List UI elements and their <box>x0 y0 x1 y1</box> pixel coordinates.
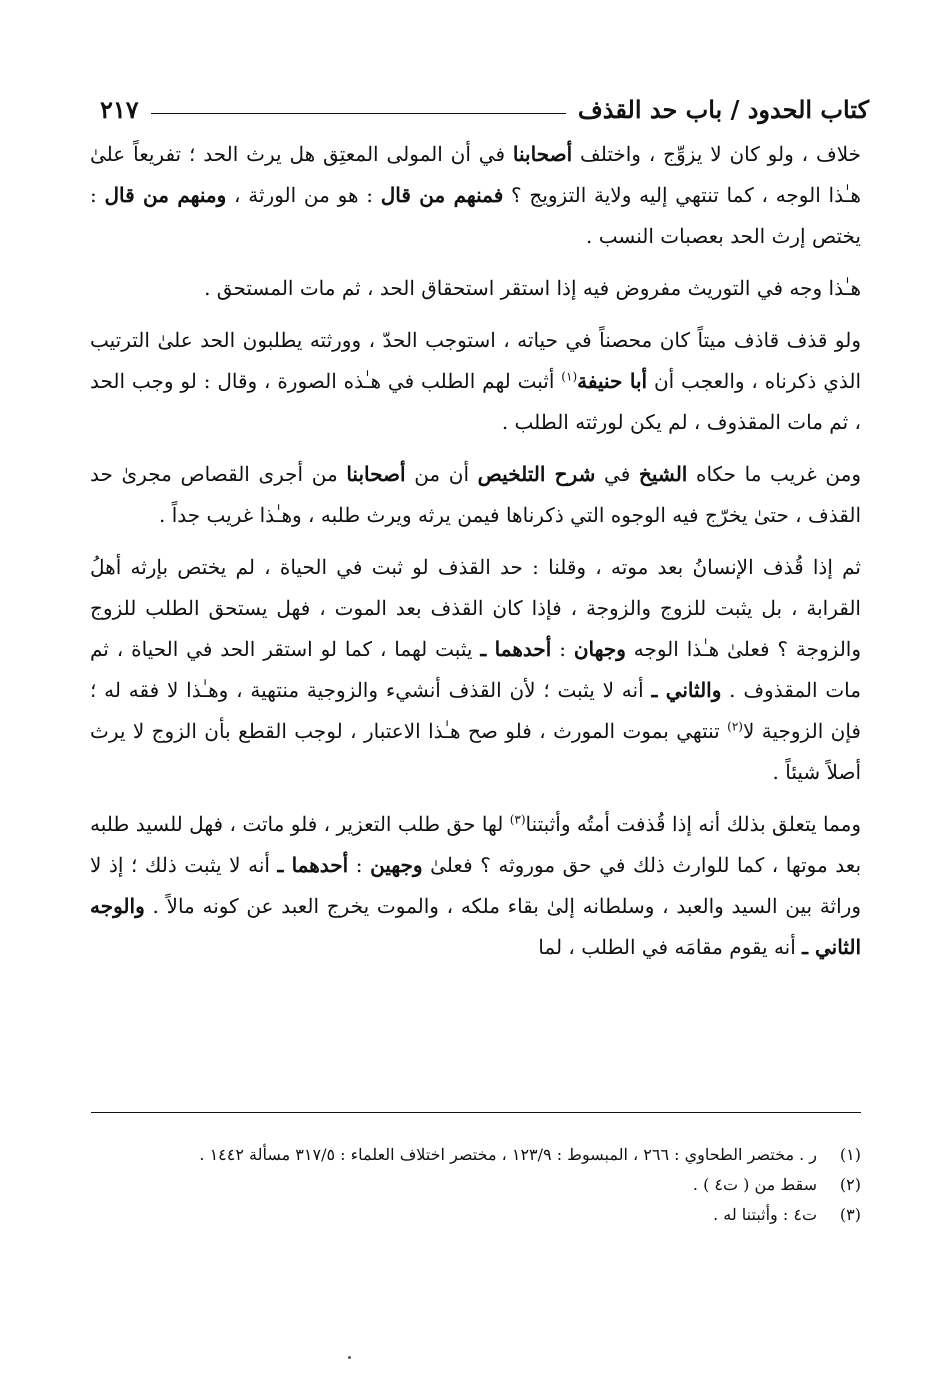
text-run: في أن المولى المعتِق هل يرث الحد ؛ تفريعاً علىٰ هـٰذا الوجه ، كما تنتهي إليه ولاية التزويج ؟ <box>90 142 861 207</box>
page-header <box>100 84 869 124</box>
bold-term: شرح التلخيص <box>477 462 596 486</box>
paragraph <box>90 454 861 536</box>
paragraph <box>90 320 861 443</box>
footnote-text: ت٤ : وأثبتنا له . <box>713 1205 817 1224</box>
ink-speck <box>348 1356 351 1359</box>
text-run: أنه يقوم مقامَه في الطلب ، لما <box>538 935 803 959</box>
running-title: كتاب الحدود / باب حد القذف <box>577 95 869 124</box>
bold-term: والوجه الثاني ـ <box>90 894 861 959</box>
text-run: : هو من الورثة ، <box>226 183 381 207</box>
bold-term: وجهين <box>370 853 423 877</box>
footnote-separator <box>91 1112 861 1113</box>
main-text <box>90 134 861 968</box>
bold-term: أصحابنا <box>512 142 573 166</box>
footnote-text: سقط من ( ت٤ ) . <box>692 1175 817 1194</box>
text-run: ولو قذف قاذف ميتاً كان محصناً في حياته ، استوجب الحدّ ، وورثته يطلبون الحد علىٰ الترتيب الذي ذكرناه ، والعجب أن <box>90 328 861 393</box>
text-run: ثم إذا قُذف الإنسانُ بعد موته ، وقلنا : حد القذف لو ثبت في الحياة ، لم يختص بإرثه أهلُ القرابة ، بل يثبت للزوج والزوجة ، فإذا كان القذف بعد الموت ، فهل يستحق الطلب للزوج والزوجة ؟ فعلىٰ هـٰذا الوجه <box>90 555 862 661</box>
header-rule <box>151 113 566 114</box>
text-run: في <box>595 462 639 486</box>
text-run: خلاف ، ولو كان لا يزوِّج ، واختلف <box>572 142 861 166</box>
bold-term: أصحابنا <box>346 462 406 486</box>
bold-term: أحدهما ـ <box>480 637 552 661</box>
footnote-text: ر . مختصر الطحاوي : ٢٦٦ ، المبسوط : ١٢٣/٩ ، مختصر اختلاف العلماء : ٣١٧/٥ مسألة ١٤٤٢ . <box>199 1145 817 1164</box>
text-run: أن من <box>405 462 478 486</box>
text-run: : <box>348 853 371 877</box>
footnote-number: (١) <box>839 1145 861 1164</box>
text-run: أنه لا يثبت ؛ لأن القذف أنشيء والزوجية منتهية ، وهـٰذا لا فقه له ؛ فإن الزوجية لا <box>90 678 861 743</box>
footnote-marker: (٣) <box>509 812 526 827</box>
text-run: تنتهي بموت المورث ، فلو صح هـٰذا الاعتبار ، لوجب القطع بأن الزوج لا يرث أصلاً شيئاً . <box>90 719 861 784</box>
bold-term: وجهان <box>573 637 626 661</box>
footnote-item <box>90 1140 861 1170</box>
footnote-marker: (٢) <box>727 719 743 734</box>
footnotes <box>90 1140 861 1230</box>
footnote-marker: (١) <box>561 369 578 384</box>
text-run: لها حق طلب التعزير ، فلو ماتت ، فهل للسيد طلبه بعد موتها ، كما للوارث ذلك في حق موروثه ؟ فعلىٰ <box>90 812 862 877</box>
text-run: هـٰذا وجه في التوريث مفروض فيه إذا استقر استحقاق الحد ، ثم مات المستحق . <box>204 276 861 300</box>
bold-term: ومنهم من قال <box>104 183 227 207</box>
footnote-item <box>90 1170 861 1200</box>
paragraph <box>90 134 861 257</box>
text-run: من أجرى القصاص مجرىٰ حد القذف ، حتىٰ يخرّج فيه الوجوه التي ذكرناها فيمن يرثه ويرث طلبه ، وهـٰذا غريب جداً . <box>90 462 861 527</box>
bold-term: فمنهم من قال <box>380 183 504 207</box>
bold-term: أحدهما ـ <box>277 853 349 877</box>
footnote-number: (٣) <box>839 1205 861 1224</box>
paragraph <box>90 547 861 793</box>
footnote-item <box>90 1200 861 1230</box>
bold-term: والثاني ـ <box>651 678 722 702</box>
text-run: أنه لا يثبت ذلك ؛ إذ لا وراثة بين السيد والعبد ، وسلطانه إلىٰ بقاء ملكه ، والموت يخرج العبد عن كونه مالاً . <box>90 853 861 918</box>
bold-term: أبا حنيفة <box>577 369 648 393</box>
text-run: : يختص إرث الحد بعصبات النسب . <box>90 183 861 248</box>
paragraph <box>90 268 861 309</box>
text-run: أثبت لهم الطلب في هـٰذه الصورة ، وقال : لو وجب الحد ، ثم مات المقذوف ، لم يكن لورثته الطلب . <box>90 369 861 434</box>
text-run: : <box>551 637 574 661</box>
paragraph <box>90 804 861 968</box>
text-run: ومن غريب ما حكاه <box>687 462 861 486</box>
page-number: ٢١٧ <box>100 95 139 124</box>
footnote-number: (٢) <box>839 1175 861 1194</box>
text-run: يثبت لهما ، كما لو استقر الحد في الحياة ، ثم مات المقذوف . <box>90 637 861 702</box>
bold-term: الشيخ <box>638 462 688 486</box>
text-run: ومما يتعلق بذلك أنه إذا قُذفت أمتُه وأثبتنا <box>525 812 861 836</box>
